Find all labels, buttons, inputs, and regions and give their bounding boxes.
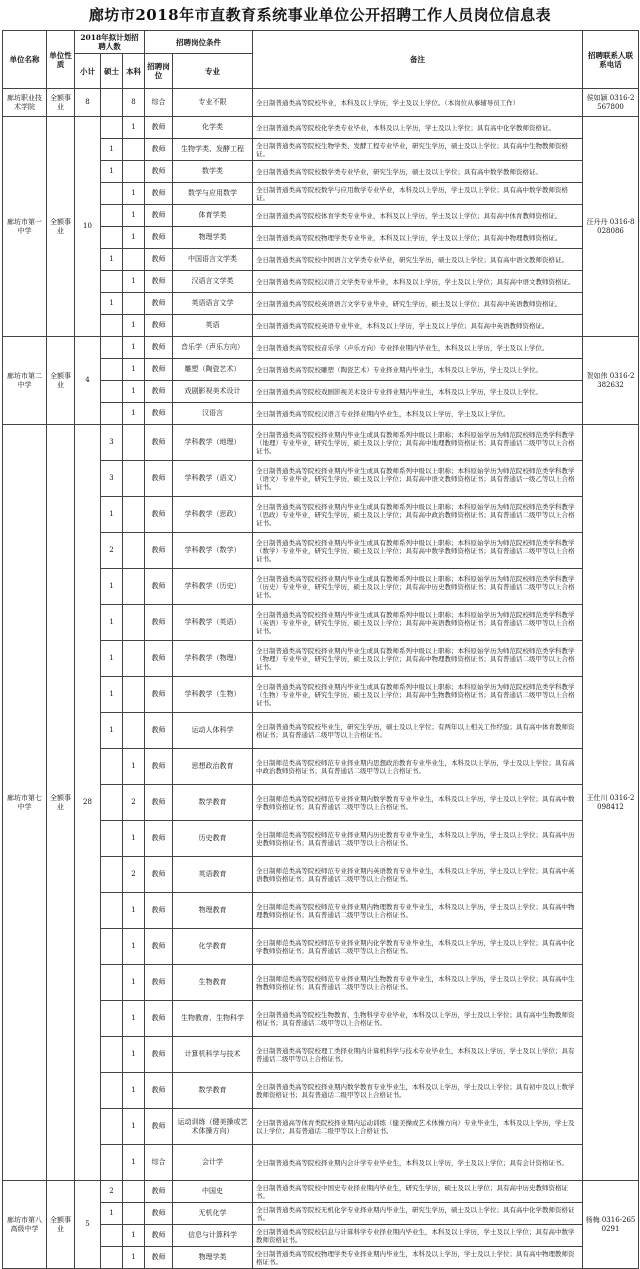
post-cell: 教师 (145, 381, 173, 403)
post-cell: 教师 (145, 1109, 173, 1145)
post-cell: 教师 (145, 713, 173, 749)
major-cell: 生物教育 (173, 965, 253, 1001)
contact-cell: 贺如伟 0316-2382632 (583, 337, 639, 425)
post-cell: 教师 (145, 677, 173, 713)
remark-cell: 全日制师范类高等院校师范专业择业期内物理教育专业毕业生，本科及以上学历，学士及以上学位；具有高中物理教师资格证书；具有普通话二级甲等以上合格证书。 (253, 893, 583, 929)
bachelor-count-cell (123, 497, 145, 533)
table-row (3, 117, 639, 139)
remark-cell: 全日制师范类高等院校师范专业择业期内数学教育专业毕业生，本科及以上学历，学士及以上学位；具有高中数学教师资格证书；具有普通话二级甲等以上合格证书。 (253, 785, 583, 821)
major-cell: 运动训练（健美操或艺术体操方向） (173, 1109, 253, 1145)
post-cell: 综合 (145, 1145, 173, 1181)
major-cell: 学科教学（语文） (173, 461, 253, 497)
major-cell: 学科教学（物理） (173, 641, 253, 677)
master-count-cell (101, 893, 123, 929)
bachelor-count-cell (123, 641, 145, 677)
remark-cell: 全日制普通类高等院校雕塑（陶瓷艺术）专业择业期内毕业生，本科及以上学历，学士及以上学位。 (253, 359, 583, 381)
subtotal-cell: 8 (75, 89, 101, 117)
post-cell: 教师 (145, 1073, 173, 1109)
major-cell: 体育学类 (173, 205, 253, 227)
major-cell: 思想政治教育 (173, 749, 253, 785)
remark-cell: 全日制普通类高等院校理工类择业期内计算机科学与技术专业毕业生，本科及以上学历，学士及以上学位；具有普通话二级甲等以上合格证书。 (253, 1037, 583, 1073)
remark-cell: 全日制普通类高等院校中国史专业择业期内毕业生，研究生学历，硕士及以上学位；具有高中历史教师资格证书。 (253, 1181, 583, 1203)
major-cell: 物理学类 (173, 227, 253, 249)
post-cell: 教师 (145, 1203, 173, 1225)
major-cell: 戏剧影视美术设计 (173, 381, 253, 403)
bachelor-count-cell: 1 (123, 381, 145, 403)
bachelor-count-cell (123, 569, 145, 605)
bachelor-count-cell: 2 (123, 857, 145, 893)
bachelor-count-cell: 1 (123, 205, 145, 227)
master-count-cell (101, 337, 123, 359)
header-contact: 招聘联系人联系电话 (583, 31, 639, 89)
master-count-cell (101, 1247, 123, 1269)
post-cell: 教师 (145, 821, 173, 857)
bachelor-count-cell: 1 (123, 821, 145, 857)
master-count-cell (101, 205, 123, 227)
bachelor-count-cell (123, 1203, 145, 1225)
remark-cell: 全日制普通类高等院校无机化学专业择业期内毕业生，研究生学历，硕士及以上学位；具有高中化学教师资格证书。 (253, 1203, 583, 1225)
bachelor-count-cell: 1 (123, 117, 145, 139)
master-count-cell: 3 (101, 461, 123, 497)
major-cell: 生物学类、发酵工程 (173, 139, 253, 161)
master-count-cell: 1 (101, 569, 123, 605)
major-cell: 历史教育 (173, 821, 253, 857)
contact-cell: 侯如颖 0316-2567800 (583, 89, 639, 117)
post-cell: 教师 (145, 249, 173, 271)
remark-cell: 全日制普通类高等院校择业期内毕业生或具有教师系列中级以上职称；本科原始学历为师范院校师范类学科教学（英语）专业毕业，研究生学历，硕士及以上学位；具有高中英语教师资格证书；具有普通话二级甲等以上合格证书。 (253, 605, 583, 641)
remark-cell: 全日制普通类高等院校音乐学（声乐方向）专业择业期内毕业生，本科及以上学历，学士及以上学位。 (253, 337, 583, 359)
post-cell: 教师 (145, 315, 173, 337)
major-cell: 生物教育、生物科学 (173, 1001, 253, 1037)
remark-cell: 全日制师范类高等院校师范专业择业期内英语教育专业毕业生，本科及以上学历，学士及以上学位；具有高中英语教师资格证书；具有普通话二级甲等以上合格证书。 (253, 857, 583, 893)
bachelor-count-cell: 1 (123, 1225, 145, 1247)
remark-cell: 全日制师范类高等院校师范专业择业期内生物教育专业毕业生，本科及以上学历，学士及以上学位；具有高中生物教师资格证书；具有普通话二级甲等以上合格证书。 (253, 965, 583, 1001)
header-unit-name: 单位名称 (3, 31, 47, 89)
subtotal-cell: 10 (75, 117, 101, 337)
post-cell: 教师 (145, 359, 173, 381)
major-cell: 计算机科学与技术 (173, 1037, 253, 1073)
master-count-cell: 1 (101, 641, 123, 677)
major-cell: 会计学 (173, 1145, 253, 1181)
major-cell: 无机化学 (173, 1203, 253, 1225)
bachelor-count-cell (123, 461, 145, 497)
major-cell: 物理教育 (173, 893, 253, 929)
remark-cell: 全日制师范类高等院校师范专业择业期内思想政治教育专业毕业生，本科及以上学历，学士及以上学位；具有高中政治教师资格证书；具有普通话二级甲等以上合格证书。 (253, 749, 583, 785)
bachelor-count-cell (123, 161, 145, 183)
remark-cell: 全日制普通类高等院校择业期内毕业生或具有教师系列中级以上职称；本科原始学历为师范院校师范类学科教学（历史）专业毕业，研究生学历，硕士及以上学位；具有高中历史教师资格证书；具有普通话二级甲等以上合格证书。 (253, 569, 583, 605)
master-count-cell (101, 1073, 123, 1109)
header-conditions-group: 招聘岗位条件 (145, 31, 253, 54)
post-cell: 教师 (145, 461, 173, 497)
header-major: 专业 (173, 54, 253, 89)
remark-cell: 全日制普通类高等院校英语专业毕业，本科及以上学历，学士及以上学位；具有高中英语教师资格证。 (253, 315, 583, 337)
major-cell: 数学与应用数学 (173, 183, 253, 205)
post-cell: 教师 (145, 1037, 173, 1073)
master-count-cell: 2 (101, 1181, 123, 1203)
major-cell: 英语语言文学 (173, 293, 253, 315)
contact-cell: 王仕川 0316-2098412 (583, 425, 639, 1181)
major-cell: 汉语言 (173, 403, 253, 425)
master-count-cell: 1 (101, 497, 123, 533)
header-subtotal: 小计 (75, 54, 101, 89)
bachelor-count-cell (123, 533, 145, 569)
remark-cell: 全日制师范类高等院校师范专业择业期内化学教育专业毕业生，本科及以上学历，学士及以上学位；具有高中化学教师资格证书；具有普通话二级甲等以上合格证书。 (253, 929, 583, 965)
remark-cell: 全日制普通类高等院校择业期内毕业生或具有教师系列中级以上职称；本科原始学历为师范院校师范类学科教学（思政）专业毕业，研究生学历，硕士及以上学位；具有高中政治教师资格证书；具有普通话二级甲等以上合格证书。 (253, 497, 583, 533)
post-cell: 教师 (145, 965, 173, 1001)
post-cell: 教师 (145, 183, 173, 205)
bachelor-count-cell: 8 (123, 89, 145, 117)
major-cell: 学科教学（数学） (173, 533, 253, 569)
recruitment-table (2, 30, 639, 1269)
bachelor-count-cell: 1 (123, 1073, 145, 1109)
post-cell: 综合 (145, 89, 173, 117)
major-cell: 学科教学（生物） (173, 677, 253, 713)
major-cell: 信息与计算科学 (173, 1225, 253, 1247)
bachelor-count-cell: 1 (123, 315, 145, 337)
master-count-cell (101, 1225, 123, 1247)
post-cell: 教师 (145, 403, 173, 425)
bachelor-count-cell (123, 677, 145, 713)
major-cell: 化学教育 (173, 929, 253, 965)
post-cell: 教师 (145, 227, 173, 249)
remark-cell: 全日制普通类高等院校数学与应用数学专业毕业，本科及以上学历，学士及以上学位；具有高中数学教师资格证。 (253, 183, 583, 205)
remark-cell: 全日制普通类高等院校毕业生，研究生学历，硕士及以上学位；有两年以上相关工作经验；具有高中体育教师资格证书；具有普通话二级甲等以上合格证书。 (253, 713, 583, 749)
bachelor-count-cell: 1 (123, 337, 145, 359)
master-count-cell: 1 (101, 713, 123, 749)
remark-cell: 全日制普通类高等院校生物教育、生物科学专业毕业，本科及以上学历，学士及以上学位；具有高中生物教师资格证书；具有普通话二级甲等以上合格证书。 (253, 1001, 583, 1037)
bachelor-count-cell: 1 (123, 1109, 145, 1145)
remark-cell: 全日制普通类高等院校戏剧影视美术设计专业择业期内毕业生，本科及以上学历，学士及以上学位。 (253, 381, 583, 403)
major-cell: 英语 (173, 315, 253, 337)
major-cell: 汉语言文学类 (173, 271, 253, 293)
bachelor-count-cell: 1 (123, 1145, 145, 1181)
bachelor-count-cell: 1 (123, 1037, 145, 1073)
unit-nature-cell: 全额事业 (47, 89, 75, 117)
unit-name-cell: 廊坊职业技术学院 (3, 89, 47, 117)
remark-cell: 全日制普通类高等院校数学类专业毕业，研究生学历，硕士及以上学位；具有高中数学教师资格证。 (253, 161, 583, 183)
remark-cell: 全日制普通类高等院校信息与计算科学专业择业期内毕业生，本科及以上学历，学士及以上学位；具有高中数学教师资格证书。 (253, 1225, 583, 1247)
bachelor-count-cell: 1 (123, 183, 145, 205)
master-count-cell (101, 1145, 123, 1181)
bachelor-count-cell: 1 (123, 1247, 145, 1269)
header-bachelor: 本科 (123, 54, 145, 89)
master-count-cell (101, 227, 123, 249)
major-cell: 雕塑（陶瓷艺术） (173, 359, 253, 381)
bachelor-count-cell (123, 713, 145, 749)
post-cell: 教师 (145, 425, 173, 461)
bachelor-count-cell: 1 (123, 965, 145, 1001)
unit-name-cell: 廊坊市第二中学 (3, 337, 47, 425)
post-cell: 教师 (145, 785, 173, 821)
post-cell: 教师 (145, 641, 173, 677)
master-count-cell: 1 (101, 293, 123, 315)
header-post: 招聘岗位 (145, 54, 173, 89)
post-cell: 教师 (145, 497, 173, 533)
major-cell: 学科教学（思政） (173, 497, 253, 533)
post-cell: 教师 (145, 1181, 173, 1203)
bachelor-count-cell (123, 139, 145, 161)
master-count-cell (101, 381, 123, 403)
bachelor-count-cell (123, 605, 145, 641)
master-count-cell (101, 749, 123, 785)
remark-cell: 全日制普通类高等院校生物学类、发酵工程专业毕业，研究生学历，硕士及以上学位；具有高中生物教师资格证。 (253, 139, 583, 161)
bachelor-count-cell: 1 (123, 893, 145, 929)
remark-cell: 全日制普通类高等院校择业期内毕业生或具有教师系列中级以上职称；本科原始学历为师范院校师范类学科教学（地理）专业毕业，研究生学历，硕士及以上学位；具有高中地理教师资格证书；具有普通话二级甲等以上合格证书。 (253, 425, 583, 461)
header-master: 硕士 (101, 54, 123, 89)
bachelor-count-cell (123, 293, 145, 315)
major-cell: 学科教学（历史） (173, 569, 253, 605)
unit-name-cell: 廊坊市第一中学 (3, 117, 47, 337)
bachelor-count-cell (123, 1181, 145, 1203)
master-count-cell: 1 (101, 249, 123, 271)
page-title: 廊坊市2018年市直教育系统事业单位公开招聘工作人员岗位信息表 (88, 6, 552, 24)
post-cell: 教师 (145, 533, 173, 569)
master-count-cell: 3 (101, 425, 123, 461)
master-count-cell (101, 183, 123, 205)
post-cell: 教师 (145, 857, 173, 893)
remark-cell: 全日制普通类高等院校择业期内会计学专业毕业生，本科及以上学历，学士及以上学位；具有会计资格证书。 (253, 1145, 583, 1181)
post-cell: 教师 (145, 1247, 173, 1269)
subtotal-cell: 28 (75, 425, 101, 1181)
remark-cell: 全日制普通类高等院校择业期内毕业生或具有教师系列中级以上职称；本科原始学历为师范院校师范类学科教学（生物）专业毕业，研究生学历，硕士及以上学位；具有高中生物教师资格证书；具有普通话二级甲等以上合格证书。 (253, 677, 583, 713)
remark-cell: 全日制普通类高等院校物理学类专业择业期内毕业生，本科及以上学历，学士及以上学位；具有高中物理教师资格证书。 (253, 1247, 583, 1269)
master-count-cell: 1 (101, 605, 123, 641)
subtotal-cell: 5 (75, 1181, 101, 1269)
major-cell: 学科教学（英语） (173, 605, 253, 641)
table-body (3, 89, 639, 1269)
master-count-cell (101, 1001, 123, 1037)
unit-nature-cell: 全额事业 (47, 117, 75, 337)
bachelor-count-cell (123, 425, 145, 461)
remark-cell: 全日制普通类高等院校化学类专业毕业，本科及以上学历，学士及以上学位；具有高中化学教师资格证。 (253, 117, 583, 139)
post-cell: 教师 (145, 605, 173, 641)
bachelor-count-cell: 1 (123, 271, 145, 293)
master-count-cell (101, 929, 123, 965)
major-cell: 物理学类 (173, 1247, 253, 1269)
major-cell: 中国史 (173, 1181, 253, 1203)
bachelor-count-cell: 1 (123, 359, 145, 381)
remark-cell: 全日制普通类高等院校毕业，本科及以上学历，学士及以上学位。（本岗位从事辅导员工作） (253, 89, 583, 117)
master-count-cell: 1 (101, 139, 123, 161)
unit-name-cell: 廊坊市第七中学 (3, 425, 47, 1181)
post-cell: 教师 (145, 205, 173, 227)
master-count-cell (101, 1037, 123, 1073)
post-cell: 教师 (145, 569, 173, 605)
major-cell: 专业不限 (173, 89, 253, 117)
remark-cell: 全日制普通类高等院校择业期内毕业生或具有教师系列中级以上职称；本科原始学历为师范院校师范类学科教学（物理）专业毕业，研究生学历，硕士及以上学位；具有高中物理教师资格证书；具有普通话二级甲等以上合格证书。 (253, 641, 583, 677)
major-cell: 化学类 (173, 117, 253, 139)
remark-cell: 全日制普通类高等院校择业期内毕业生或具有教师系列中级以上职称；本科原始学历为师范院校师范类学科教学（语文）专业毕业，研究生学历，硕士及以上学位；具有高中语文教师资格证书；具有普通话一级乙等以上合格证书。 (253, 461, 583, 497)
master-count-cell (101, 821, 123, 857)
major-cell: 学科教学（地理） (173, 425, 253, 461)
table-row (3, 89, 639, 117)
remark-cell: 全日制普通类高等院校汉语言专业择业期内毕业生，本科及以上学历，学士及以上学位。 (253, 403, 583, 425)
unit-nature-cell: 全额事业 (47, 425, 75, 1181)
remark-cell: 全日制普通类高等院校择业期内数学教育专业毕业生，本科及以上学历，学士及以上学位；具有初中及以上数学教师资格证书；具有普通话二级甲等以上合格证书。 (253, 1073, 583, 1109)
post-cell: 教师 (145, 139, 173, 161)
bachelor-count-cell: 1 (123, 749, 145, 785)
bachelor-count-cell: 1 (123, 929, 145, 965)
major-cell: 英语教育 (173, 857, 253, 893)
header-unit-nature: 单位性质 (47, 31, 75, 89)
post-cell: 教师 (145, 117, 173, 139)
post-cell: 教师 (145, 271, 173, 293)
post-cell: 教师 (145, 161, 173, 183)
master-count-cell (101, 1109, 123, 1145)
table-row (3, 337, 639, 359)
bachelor-count-cell: 2 (123, 785, 145, 821)
major-cell: 中国语言文学类 (173, 249, 253, 271)
major-cell: 运动人体科学 (173, 713, 253, 749)
remark-cell: 全日制普通类高等院校择业期内毕业生或具有教师系列中级以上职称；本科原始学历为师范院校师范类学科教学（数学）专业毕业，研究生学历，硕士及以上学位；具有高中数学教师资格证书；具有普通话二级甲等以上合格证书。 (253, 533, 583, 569)
master-count-cell (101, 117, 123, 139)
master-count-cell (101, 315, 123, 337)
remark-cell: 全日制普通类高等院校英语语言文学专业毕业，研究生学历，硕士及以上学位；具有高中英语教师资格证。 (253, 293, 583, 315)
contact-cell: 杨梅 0316-2650291 (583, 1181, 639, 1269)
table-row (3, 1181, 639, 1203)
post-cell: 教师 (145, 893, 173, 929)
master-count-cell: 1 (101, 1203, 123, 1225)
post-cell: 教师 (145, 1001, 173, 1037)
remark-cell: 全日制师范类高等院校师范专业择业期内历史教育专业毕业生，本科及以上学历，学士及以上学位；具有高中历史教师资格证书；具有普通话二级甲等以上合格证书。 (253, 821, 583, 857)
post-cell: 教师 (145, 293, 173, 315)
post-cell: 教师 (145, 337, 173, 359)
post-cell: 教师 (145, 1225, 173, 1247)
post-cell: 教师 (145, 749, 173, 785)
remark-cell: 全日制普通类高等院校物理学类专业毕业，本科及以上学历，学士及以上学位；具有高中物理教师资格证。 (253, 227, 583, 249)
post-cell: 教师 (145, 929, 173, 965)
master-count-cell (101, 359, 123, 381)
master-count-cell (101, 785, 123, 821)
major-cell: 数学教育 (173, 1073, 253, 1109)
master-count-cell (101, 857, 123, 893)
bachelor-count-cell: 1 (123, 403, 145, 425)
master-count-cell (101, 403, 123, 425)
master-count-cell: 1 (101, 677, 123, 713)
remark-cell: 全日制普通类高等院校体育学类专业毕业，本科及以上学历，学士及以上学位；具有高中体育教师资格证。 (253, 205, 583, 227)
unit-nature-cell: 全额事业 (47, 1181, 75, 1269)
table-row (3, 425, 639, 461)
header-remark: 备注 (253, 31, 583, 89)
master-count-cell: 1 (101, 161, 123, 183)
remark-cell: 全日制普通高等体育类院校择业期内运动训练（健美操或艺术体操方向）专业毕业生，本科及以上学历，学士及以上学位；具有普通话二级甲等以上合格证书。 (253, 1109, 583, 1145)
unit-nature-cell: 全额事业 (47, 337, 75, 425)
master-count-cell (101, 271, 123, 293)
header-plan-group: 2018年拟计划招聘人数 (75, 31, 145, 54)
major-cell: 数学类 (173, 161, 253, 183)
major-cell: 数学教育 (173, 785, 253, 821)
master-count-cell (101, 965, 123, 1001)
bachelor-count-cell (123, 249, 145, 271)
bachelor-count-cell: 1 (123, 227, 145, 249)
contact-cell: 汪丹丹 0316-8028086 (583, 117, 639, 337)
major-cell: 音乐学（声乐方向） (173, 337, 253, 359)
unit-name-cell: 廊坊市第八高级中学 (3, 1181, 47, 1269)
master-count-cell: 2 (101, 533, 123, 569)
subtotal-cell: 4 (75, 337, 101, 425)
remark-cell: 全日制普通类高等院校汉语言文学类专业毕业，本科及以上学历，学士及以上学位；具有高中语文教师资格证。 (253, 271, 583, 293)
master-count-cell (101, 89, 123, 117)
remark-cell: 全日制普通类高等院校中国语言文学类专业毕业，研究生学历，硕士及以上学位；具有高中语文教师资格证。 (253, 249, 583, 271)
bachelor-count-cell: 1 (123, 1001, 145, 1037)
